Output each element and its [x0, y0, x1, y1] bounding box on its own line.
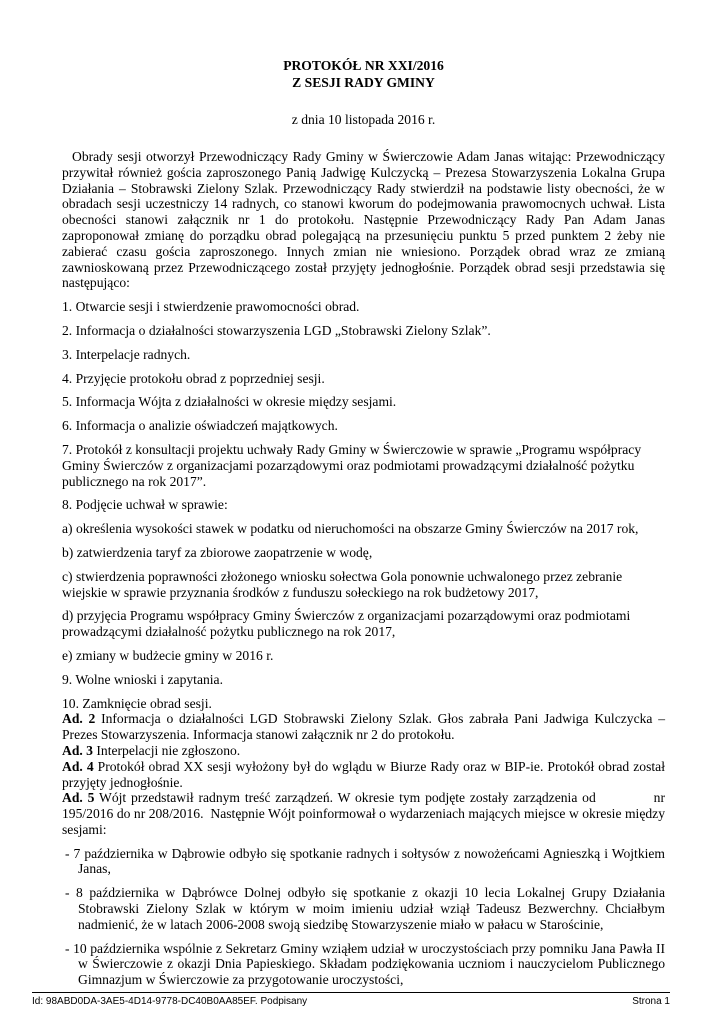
- agenda-item: 9. Wolne wnioski i zapytania.: [62, 671, 223, 687]
- ad-item: [62, 711, 665, 743]
- agenda-subitem: e) zmiany w budżecie gminy w 2016 r.: [62, 647, 274, 663]
- agenda-subitem: a) określenia wysokości stawek w podatku od nieruchomości na obszarze Gminy Świerczów na 2017 rok,: [62, 521, 639, 537]
- ad-text: Wójt przedstawił radnym treść zarządzeń. W okresie tym podjęte zostały zarządzenia od nr 195/2016 do nr 208/2016. Następnie Wójt poinformował o wydarzeniach mających miejsce w okresie między sesjami:: [62, 790, 669, 837]
- event-bullet: - 10 października wspólnie z Sekretarz Gminy wziąłem udział w uroczystościach przy pomniku Jana Pawła II w Świerczowie z okazji Dnia Papieskiego. Składam podziękowania uczniom i nauczycielom Publicznego Gimnazjum w Świerczowie za przygotowanie uroczystości,: [65, 940, 665, 988]
- ad-label: Ad. 4: [62, 758, 94, 774]
- event-bullet: - 7 października w Dąbrowie odbyło się spotkanie radnych i sołtysów z nowożeńcami Agnieszką i Wojtkiem Janas,: [65, 845, 665, 877]
- agenda-item: 3. Interpelacje radnych.: [62, 346, 191, 362]
- agenda-item: 6. Informacja o analizie oświadczeń majątkowych.: [62, 418, 338, 434]
- ad-item: [62, 743, 665, 759]
- agenda-subitem: b) zatwierdzenia taryf za zbiorowe zaopatrzenie w wodę,: [62, 544, 373, 560]
- agenda-item: 5. Informacja Wójta z działalności w okresie między sesjami.: [62, 394, 397, 410]
- agenda-list: [62, 299, 665, 711]
- ad-section: [62, 711, 669, 837]
- agenda-item: 8. Podjęcie uchwał w sprawie:: [62, 497, 228, 513]
- agenda-subitem: d) przyjęcia Programu współpracy Gminy Świerczów z organizacjami pozarządowymi oraz podmiotami prowadzącymi działalność pożytku publicznego na rok 2017,: [62, 608, 631, 640]
- agenda-subitem: c) stwierdzenia poprawności złożonego wniosku sołectwa Gola ponownie uchwalonego przez zebranie wiejskie w sprawie przyznania środków z funduszu sołeckiego na rok budżetowy 2017,: [62, 568, 623, 600]
- intro-paragraph: Obrady sesji otworzył Przewodniczący Rady Gminy w Świerczowie Adam Janas witając: Przewodniczący przywitał również gościa zaproszonego Panią Jadwigę Kulczycką – Prezesa Stowarzyszenia Lokalna Grupa Działania – Stobrawski Zielony Szlak. Przewodniczący Rady stwierdził na podstawie listy obecności, że w obradach sesji uczestniczy 14 radnych, co stanowi kworum do podejmowania prawomocnych uchwał. Lista obecności stanowi załącznik nr 1 do protokołu. Następnie Przewodniczący Rady Pan Adam Janas zaproponował zmianę do porządku obrad polegającą na przesunięciu punktu 5 przed punktem 2 żeby nie zabierać czasu gościa zaproszonego. Innych zmian nie wniesiono. Porządek obrad wraz ze zmianą zawnioskowaną przez Przewodniczącego został przyjęty jednogłośnie. Porządek obrad sesji przedstawia się następująco:: [62, 149, 665, 291]
- ad-item: [62, 790, 669, 837]
- agenda-item: 10. Zamknięcie obrad sesji.: [62, 695, 212, 711]
- document-title-line-2: Z SESJI RADY GMINY: [292, 75, 435, 90]
- ad-text: Interpelacji nie zgłoszono.: [92, 742, 241, 758]
- ad-item: [62, 759, 665, 791]
- ad-label: Ad. 2: [62, 711, 96, 727]
- page-footer: [32, 992, 670, 1007]
- document-id: Id: 98ABD0DA-3AE5-4D14-9778-DC40B0AA85EF. Podpisany: [32, 996, 308, 1007]
- ad-text: Protokół obrad XX sesji wyłożony był do wglądu w Biurze Rady oraz w BIP-ie. Protokół obrad został przyjęty jednogłośnie.: [62, 758, 665, 790]
- ad-label: Ad. 5: [62, 790, 95, 806]
- event-bullet: - 8 października w Dąbrówce Dolnej odbyło się spotkanie z okazji 10 lecia Lokalnej Grupy Działania Stobrawski Zielony Szlak w którym w moim imieniu udział wziął Tadeusz Bezwerchny. Chciałbym nadmienić, że w latach 2006-2008 swoją siedzibę Stowarzyszenie miało w pałacu w Starościnie,: [65, 885, 665, 932]
- events-list: [62, 846, 665, 988]
- agenda-item: 4. Przyjęcie protokołu obrad z poprzedniej sesji.: [62, 370, 325, 386]
- document-title-line-1: PROTOKÓŁ NR XXI/2016: [283, 58, 444, 73]
- page-number: Strona 1: [632, 996, 670, 1007]
- document-date: z dnia 10 listopada 2016 r.: [291, 112, 436, 127]
- agenda-item: 1. Otwarcie sesji i stwierdzenie prawomocności obrad.: [62, 299, 360, 315]
- agenda-item: 2. Informacja o działalności stowarzyszenia LGD „Stobrawski Zielony Szlak”.: [62, 322, 491, 338]
- document-page: [62, 57, 669, 988]
- ad-text: Informacja o działalności LGD Stobrawski Zielony Szlak. Głos zabrała Pani Jadwiga Kulczycka – Prezes Stowarzyszenia. Informacja stanowi załącznik nr 2 do protokołu.: [62, 711, 665, 743]
- agenda-item: 7. Protokół z konsultacji projektu uchwały Rady Gminy w Świerczowie w sprawie „Programu współpracy Gminy Świerczów z organizacjami pozarządowymi oraz podmiotami prowadzącymi działalność pożytku publicznego na rok 2017”.: [62, 441, 642, 489]
- ad-label: Ad. 3: [62, 742, 93, 758]
